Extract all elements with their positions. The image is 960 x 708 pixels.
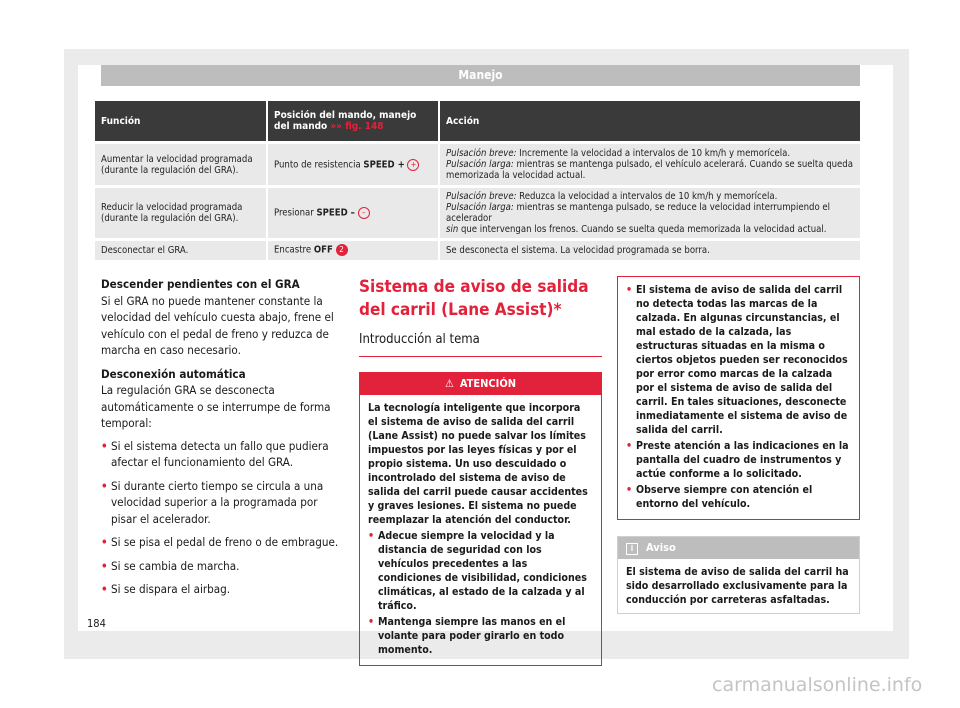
warning-header — [360, 373, 601, 395]
left-column — [101, 276, 341, 605]
warning-box — [359, 372, 602, 666]
position-text: Encastre — [274, 244, 314, 256]
position-control: OFF — [313, 244, 333, 256]
cell-action — [439, 143, 860, 187]
table-row — [95, 143, 860, 187]
number-2-icon: 2 — [336, 244, 348, 256]
action-label: Pulsación larga: — [446, 159, 514, 170]
list-item: • Preste atención a las indicaciones en la pantalla del cuadro de instrumentos y actúe conforme a lo solicitado. — [626, 439, 851, 481]
info-icon: i — [626, 543, 638, 555]
heading-descend: Descender pendientes con el GRA — [101, 277, 300, 291]
note-label: Aviso — [646, 541, 676, 554]
table-row — [95, 187, 860, 240]
action-text: Incremente la velocidad a intervalos de 10 km/h y memorícela. — [516, 148, 791, 159]
warning-continuation-box — [617, 276, 860, 520]
cell-position — [267, 143, 439, 187]
action-text: que intervengan los frenos. Cuando se suelta queda memorizada la velocidad actual. — [458, 224, 827, 235]
cell-action — [439, 187, 860, 240]
paragraph-auto-off: La regulación GRA se desconecta automáticamente o se interrumpe de forma temporal: — [101, 383, 331, 430]
note-box — [617, 536, 860, 614]
figure-link[interactable]: »» fig. 148 — [330, 121, 384, 132]
cell-function: Desconectar el GRA. — [95, 240, 267, 260]
minus-symbol-icon: – — [358, 207, 370, 219]
list-item: • Adecue siempre la velocidad y la distancia de seguridad con los vehículos precedentes a las condiciones de visibilidad, condiciones climáticas, al estado de la calzada y al tráfico. — [368, 529, 593, 613]
list-item: • Si durante cierto tiempo se circula a una velocidad superior a la programada por pisar el acelerador. — [101, 478, 341, 528]
watermark: carmanualsonline.info — [712, 674, 923, 696]
cell-function: Aumentar la velocidad programada (durante la regulación del GRA). — [95, 143, 267, 187]
cell-action: Se desconecta el sistema. La velocidad programada se borra. — [439, 240, 860, 260]
table-row — [95, 240, 860, 260]
cell-position — [267, 187, 439, 240]
list-item: • El sistema de aviso de salida del carril no detecta todas las marcas de la calzada. En algunas circunstancias, el mal estado de la calzada, las estructuras situadas en la misma o ciertos objetos pueden ser reconocidos por error como marcas de la calzada por el sistema de aviso de salida del carril. En tales situaciones, desconecte inmediatamente el sistema de aviso de salida del carril. — [626, 283, 851, 437]
list-item: • Si el sistema detecta un fallo que pudiera afectar el funcionamiento del GRA. — [101, 438, 341, 471]
note-header — [618, 537, 859, 559]
action-text: mientras se mantenga pulsado, se reduce la velocidad interrumpiendo el acelerador — [446, 202, 831, 224]
position-text: Punto de resistencia — [274, 159, 364, 170]
function-table — [95, 101, 860, 260]
section-title: Sistema de aviso de salida del carril (Lane Assist)* — [359, 277, 589, 320]
table-header-row — [95, 101, 860, 143]
middle-column — [359, 276, 602, 666]
col-header-position — [267, 101, 439, 143]
action-emphasis: sin — [446, 224, 459, 235]
cell-function: Reducir la velocidad programada (durante la regulación del GRA). — [95, 187, 267, 240]
note-text: El sistema de aviso de salida del carril ha sido desarrollado exclusivamente para la conducción por carreteras asfaltadas. — [626, 566, 849, 606]
list-item: • Si se pisa el pedal de freno o de embrague. — [101, 534, 341, 551]
paragraph-descend: Si el GRA no puede mantener constante la velocidad del vehículo cuesta abajo, frene el vehículo con el pedal de freno y reduzca de marcha en caso necesario. — [101, 293, 334, 357]
col-header-action: Acción — [439, 101, 860, 143]
position-text: Presionar — [274, 207, 317, 219]
plus-symbol-icon: + — [407, 159, 419, 171]
subsection-title: Introducción al tema — [359, 332, 602, 357]
page-number: 184 — [87, 617, 106, 630]
action-label: Pulsación larga: — [446, 202, 514, 213]
warning-text: La tecnología inteligente que incorpora el sistema de aviso de salida del carril (Lane Assist) no puede salvar los límites impuestos por las leyes físicas y por el propio sistema. Un uso descuidado o incontrolado del sistema de aviso de salida del carril puede causar accidentes y graves lesiones. El sistema no puede reemplazar la atención del conductor. — [368, 402, 588, 526]
warning-triangle-icon: ⚠ — [444, 377, 454, 390]
action-text: mientras se mantenga pulsado, el vehículo acelerará. Cuando se suelta queda memorizada la velocidad actual. — [446, 159, 853, 181]
list-item: • Mantenga siempre las manos en el volante para poder girarlo en todo momento. — [368, 615, 593, 657]
warning-label: ATENCIÓN — [459, 377, 517, 390]
action-label: Pulsación breve: — [446, 191, 517, 202]
section-header: Manejo — [101, 65, 860, 86]
heading-auto-off: Desconexión automática — [101, 366, 246, 381]
list-item: • Observe siempre con atención el entorno del vehículo. — [626, 483, 851, 511]
col-header-function: Función — [95, 101, 267, 143]
action-text: Reduzca la velocidad a intervalos de 10 km/h y memorícela. — [516, 191, 778, 202]
right-column — [617, 276, 860, 614]
position-control: SPEED – — [316, 207, 355, 219]
warning-body — [360, 395, 601, 665]
list-item: • Si se cambia de marcha. — [101, 558, 341, 575]
list-item: • Si se dispara el airbag. — [101, 581, 341, 598]
position-control: SPEED + — [363, 159, 405, 170]
cell-position — [267, 240, 439, 260]
col-header-position-text: Posición del mando, manejo del mando — [274, 110, 417, 132]
action-label: Pulsación breve: — [446, 148, 517, 159]
